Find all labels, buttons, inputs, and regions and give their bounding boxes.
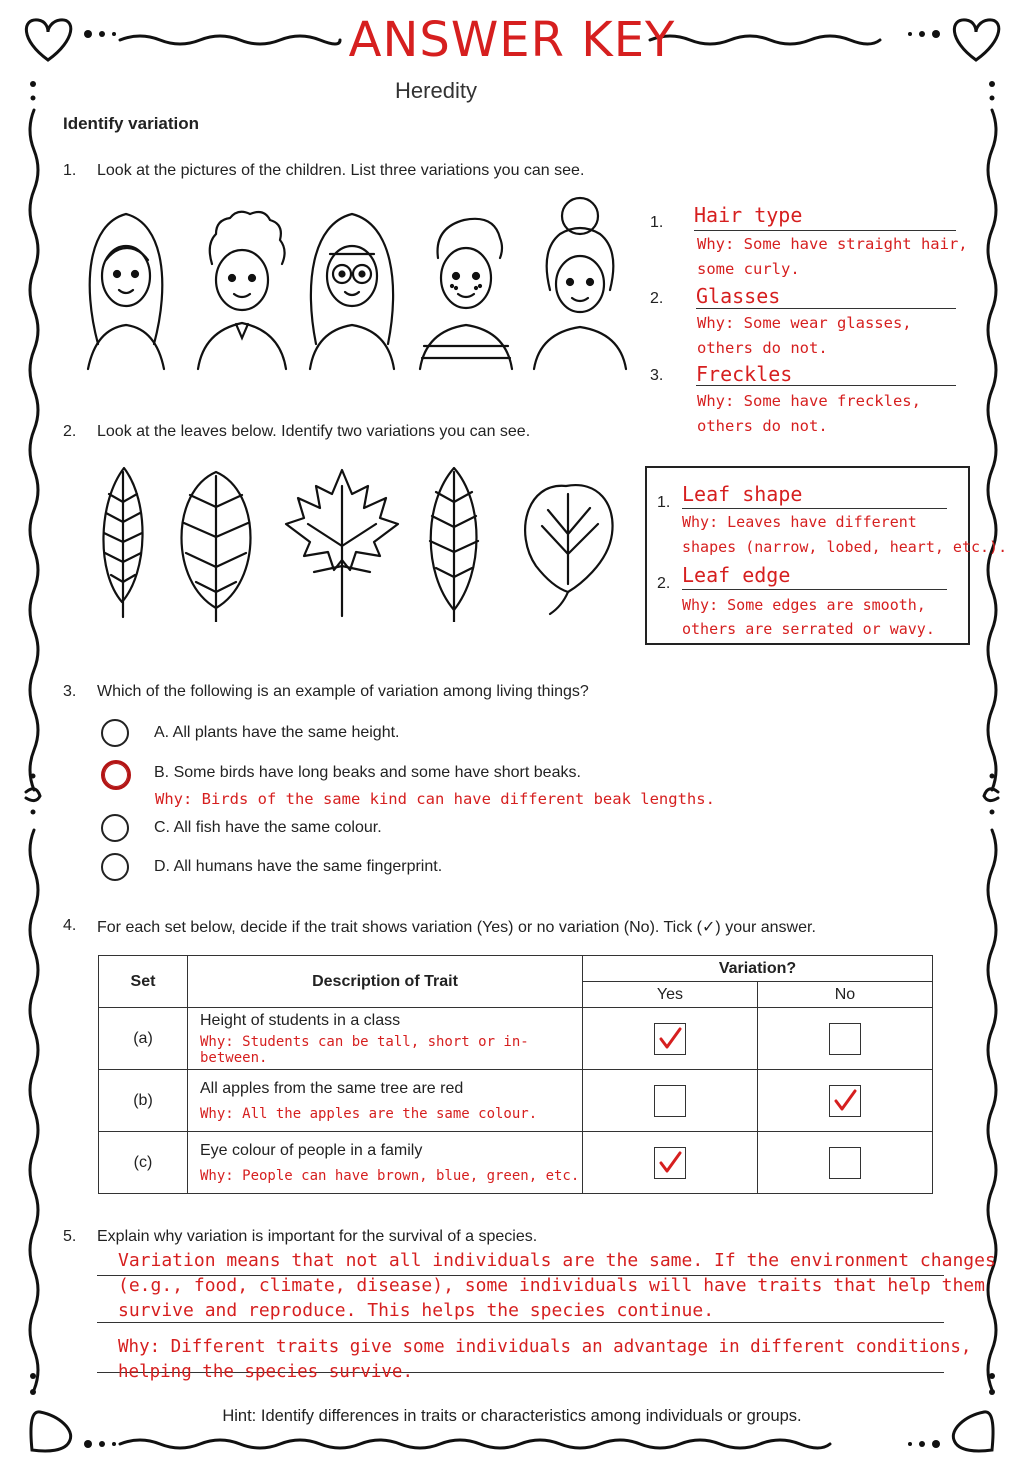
q1-answer-3-line [696, 362, 956, 386]
option-b-why: Why: Birds of the same kind can have different beak lengths. [155, 790, 715, 808]
q1-answer-1-why: Why: Some have straight hair, some curly. [697, 235, 968, 278]
q1-prompt: Look at the pictures of the children. List three variations you can see. [97, 162, 585, 179]
row-c-yes-checkbox[interactable] [654, 1147, 686, 1179]
row-a-no-checkbox[interactable] [829, 1023, 861, 1055]
q1-answer-1-number: 1. [650, 214, 664, 231]
row-b-description: All apples from the same tree are red [200, 1079, 464, 1097]
q2-answer-1-number: 1. [657, 494, 671, 511]
q5-why-line-2: helping the species survive. [118, 1362, 414, 1382]
q5-answer-line-1: Variation means that not all individuals are the same. If the environment changes [118, 1250, 996, 1271]
option-d-label: D. All humans have the same fingerprint. [154, 858, 443, 875]
table-row [99, 1132, 933, 1194]
table-row [99, 1070, 933, 1132]
q1-answer-1-line [694, 203, 956, 231]
q2-answer-2-why: Why: Some edges are smooth, others are serrated or wavy. [682, 596, 935, 638]
maple-leaf-icon [286, 470, 398, 616]
option-b-label: B. Some birds have long beaks and some have short beaks. [154, 764, 581, 781]
option-c-label: C. All fish have the same colour. [154, 819, 382, 836]
q2-prompt: Look at the leaves below. Identify two variations you can see. [97, 423, 531, 440]
q1-answer-1-title: Hair type [694, 203, 803, 227]
answer-key-title: ANSWER KEY [348, 12, 676, 68]
q1-answer-2-line [696, 284, 956, 309]
q2-answer-1-line [682, 482, 947, 509]
header-variation: Variation? [583, 956, 933, 982]
q2-answer-2-number: 2. [657, 575, 671, 592]
q5-prompt: Explain why variation is important for the survival of a species. [97, 1228, 538, 1245]
child-curly-hair-icon [198, 212, 286, 369]
row-a-description: Height of students in a class [200, 1011, 401, 1029]
option-d-radio[interactable] [101, 853, 129, 881]
child-curly-bun-icon [534, 198, 626, 369]
header-set: Set [99, 956, 188, 1008]
q1-answer-2-title: Glasses [696, 284, 781, 308]
worksheet-subtitle: Heredity [395, 78, 477, 103]
row-b-no-checkbox[interactable] [829, 1085, 861, 1117]
q5-number: 5. [63, 1228, 77, 1245]
option-a-label: A. All plants have the same height. [154, 724, 400, 741]
q5-why-line-1: Why: Different traits give some individuals an advantage in different conditions, [118, 1337, 972, 1357]
row-b-why: Why: All the apples are the same colour. [200, 1105, 538, 1122]
q1-answer-3-why: Why: Some have freckles, others do not. [697, 392, 921, 435]
q2-answer-2-line [682, 563, 947, 590]
table-row [99, 1008, 933, 1070]
q1-number: 1. [63, 162, 77, 179]
q1-answer-3-number: 3. [650, 367, 664, 384]
child-glasses-icon [310, 214, 394, 369]
variation-table [98, 955, 933, 1194]
option-b-radio-selected[interactable] [101, 760, 131, 790]
q2-number: 2. [63, 423, 77, 440]
row-a-set: (a) [99, 1008, 188, 1070]
narrow-leaf-icon [103, 468, 142, 617]
children-illustration [78, 194, 628, 376]
q2-answer-1-title: Leaf shape [682, 482, 803, 506]
q4-number: 4. [63, 917, 77, 934]
serrated-leaf-icon [430, 468, 478, 622]
header-no: No [757, 982, 932, 1008]
header-description: Description of Trait [188, 956, 583, 1008]
q1-answer-2-why: Why: Some wear glasses, others do not. [697, 314, 912, 357]
q2-answer-1-why: Why: Leaves have different shapes (narrow, lobed, heart, etc.). [682, 513, 1008, 556]
header-yes: Yes [583, 982, 758, 1008]
row-a-why: Why: Students can be tall, short or in-between. [200, 1033, 529, 1066]
child-straight-hair-icon [88, 214, 164, 369]
q1-answer-2-number: 2. [650, 290, 664, 307]
q4-prompt: For each set below, decide if the trait shows variation (Yes) or no variation (No). Tick (✓) your answer. [97, 919, 816, 936]
row-b-yes-checkbox[interactable] [654, 1085, 686, 1117]
hint-text: Hint: Identify differences in traits or characteristics among individuals or groups. [222, 1407, 802, 1425]
q3-number: 3. [63, 683, 77, 700]
row-c-no-checkbox[interactable] [829, 1147, 861, 1179]
row-c-why: Why: People can have brown, blue, green, etc. [200, 1167, 580, 1184]
row-c-description: Eye colour of people in a family [200, 1141, 423, 1159]
q5-answer-line-3: survive and reproduce. This helps the species continue. [118, 1300, 715, 1321]
answer-line [97, 1322, 944, 1323]
q1-answer-3-title: Freckles [696, 362, 793, 386]
oval-leaf-icon [182, 472, 251, 622]
row-b-set: (b) [99, 1070, 188, 1132]
section-heading: Identify variation [63, 114, 200, 133]
q2-answer-2-title: Leaf edge [682, 563, 791, 587]
q3-prompt: Which of the following is an example of variation among living things? [97, 683, 589, 700]
option-a-radio[interactable] [101, 719, 129, 747]
row-c-set: (c) [99, 1132, 188, 1194]
heart-leaf-icon [525, 485, 612, 614]
child-freckles-icon [420, 219, 512, 369]
leaves-illustration [92, 462, 626, 622]
row-a-yes-checkbox[interactable] [654, 1023, 686, 1055]
q5-answer-line-2: (e.g., food, climate, disease), some individuals will have traits that help them [118, 1275, 985, 1296]
option-c-radio[interactable] [101, 814, 129, 842]
